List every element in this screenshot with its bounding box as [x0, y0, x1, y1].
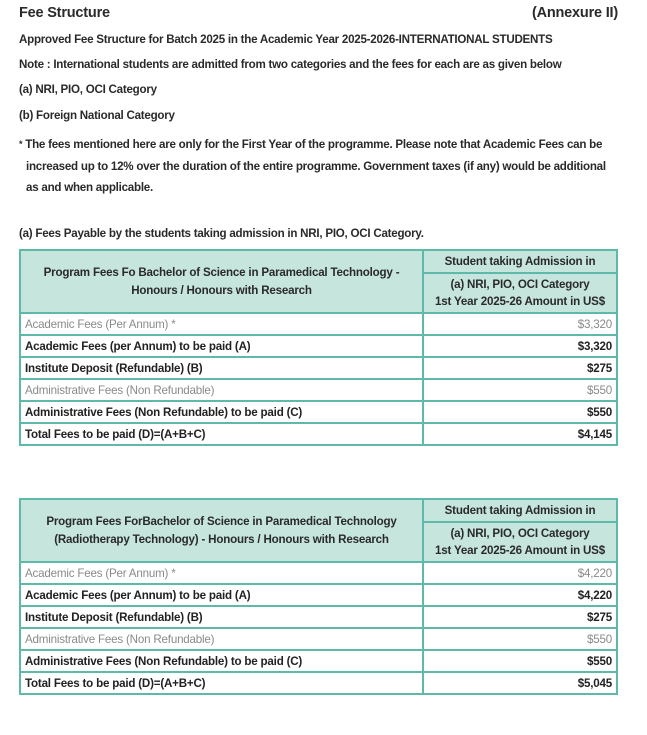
fee-label: Administrative Fees (Non Refundable) [20, 379, 423, 401]
title-row [19, 5, 618, 21]
table-row [20, 650, 617, 672]
fee-label: Academic Fees (per Annum) to be paid (A) [20, 584, 423, 606]
fee-label: Academic Fees (Per Annum) * [20, 313, 423, 335]
program-name-line-2: Honours / Honours with Research [131, 283, 312, 297]
program-name-line-1: Program Fees ForBachelor of Science in Paramedical Technology [46, 514, 397, 528]
table-row [20, 562, 617, 584]
fee-value: $275 [423, 606, 617, 628]
section-a-heading: (a) Fees Payable by the students taking admission in NRI, PIO, OCI Category. [19, 227, 424, 240]
fee-value: $4,220 [423, 562, 617, 584]
fee-table-1 [19, 249, 618, 446]
fee-value: $4,220 [423, 584, 617, 606]
amount-header-line: 1st Year 2025-26 Amount in US$ [435, 544, 605, 557]
note-text: Note : International students are admitted from two categories and the fees for each are as given below [19, 58, 562, 71]
table-row [20, 584, 617, 606]
table-row [20, 401, 617, 423]
footnote-line-1: The fees mentioned here are only for the First Year of the programme. Please note that Academic Fees can be [25, 138, 603, 151]
fee-label: Academic Fees (Per Annum) * [20, 562, 423, 584]
fee-label: Institute Deposit (Refundable) (B) [20, 357, 423, 379]
page-title: Fee Structure [19, 5, 110, 21]
approved-statement: Approved Fee Structure for Batch 2025 in the Academic Year 2025-2026-INTERNATIONAL STUDENTS [19, 33, 553, 46]
table-row [20, 313, 617, 335]
fee-value: $550 [423, 650, 617, 672]
program-name-line-2: (Radiotherapy Technology) - Honours / Honours with Research [54, 532, 389, 546]
fee-value: $550 [423, 401, 617, 423]
fee-value: $550 [423, 379, 617, 401]
amount-header-line: 1st Year 2025-26 Amount in US$ [435, 295, 605, 308]
category-amount-header [423, 273, 617, 313]
fee-value: $3,320 [423, 335, 617, 357]
fee-label: Institute Deposit (Refundable) (B) [20, 606, 423, 628]
fee-value: $5,045 [423, 672, 617, 694]
footnote-line-3: as and when applicable. [26, 181, 153, 194]
category-amount-header [423, 522, 617, 562]
footnote-line-2: increased up to 12% over the duration of the entire programme. Government taxes (if any) would be additional [26, 159, 606, 173]
fee-label: Total Fees to be paid (D)=(A+B+C) [20, 672, 423, 694]
category-b-text: (b) Foreign National Category [19, 109, 175, 122]
category-header-line: (a) NRI, PIO, OCI Category [450, 278, 590, 291]
admission-header: Student taking Admission in [423, 250, 617, 273]
footnote [19, 134, 624, 199]
program-name-header [20, 499, 423, 562]
footnote-star: * [19, 139, 23, 149]
table-row [20, 379, 617, 401]
fee-label: Total Fees to be paid (D)=(A+B+C) [20, 423, 423, 445]
table-row [20, 357, 617, 379]
admission-header: Student taking Admission in [423, 499, 617, 522]
fee-value: $275 [423, 357, 617, 379]
fee-label: Administrative Fees (Non Refundable) to be paid (C) [20, 650, 423, 672]
fee-label: Administrative Fees (Non Refundable) to be paid (C) [20, 401, 423, 423]
fee-value: $550 [423, 628, 617, 650]
table-row [20, 628, 617, 650]
table-row [20, 335, 617, 357]
total-row [20, 423, 617, 445]
program-name-line-1: Program Fees Fo Bachelor of Science in Paramedical Technology - [43, 265, 400, 279]
annexure-label: (Annexure II) [531, 5, 618, 21]
category-header-line: (a) NRI, PIO, OCI Category [450, 527, 590, 540]
program-name-header [20, 250, 423, 313]
fee-label: Academic Fees (per Annum) to be paid (A) [20, 335, 423, 357]
fee-value: $3,320 [423, 313, 617, 335]
total-row [20, 672, 617, 694]
fee-value: $4,145 [423, 423, 617, 445]
table-row [20, 606, 617, 628]
fee-label: Administrative Fees (Non Refundable) [20, 628, 423, 650]
fee-table-2 [19, 498, 618, 695]
category-a-text: (a) NRI, PIO, OCI Category [19, 83, 157, 96]
